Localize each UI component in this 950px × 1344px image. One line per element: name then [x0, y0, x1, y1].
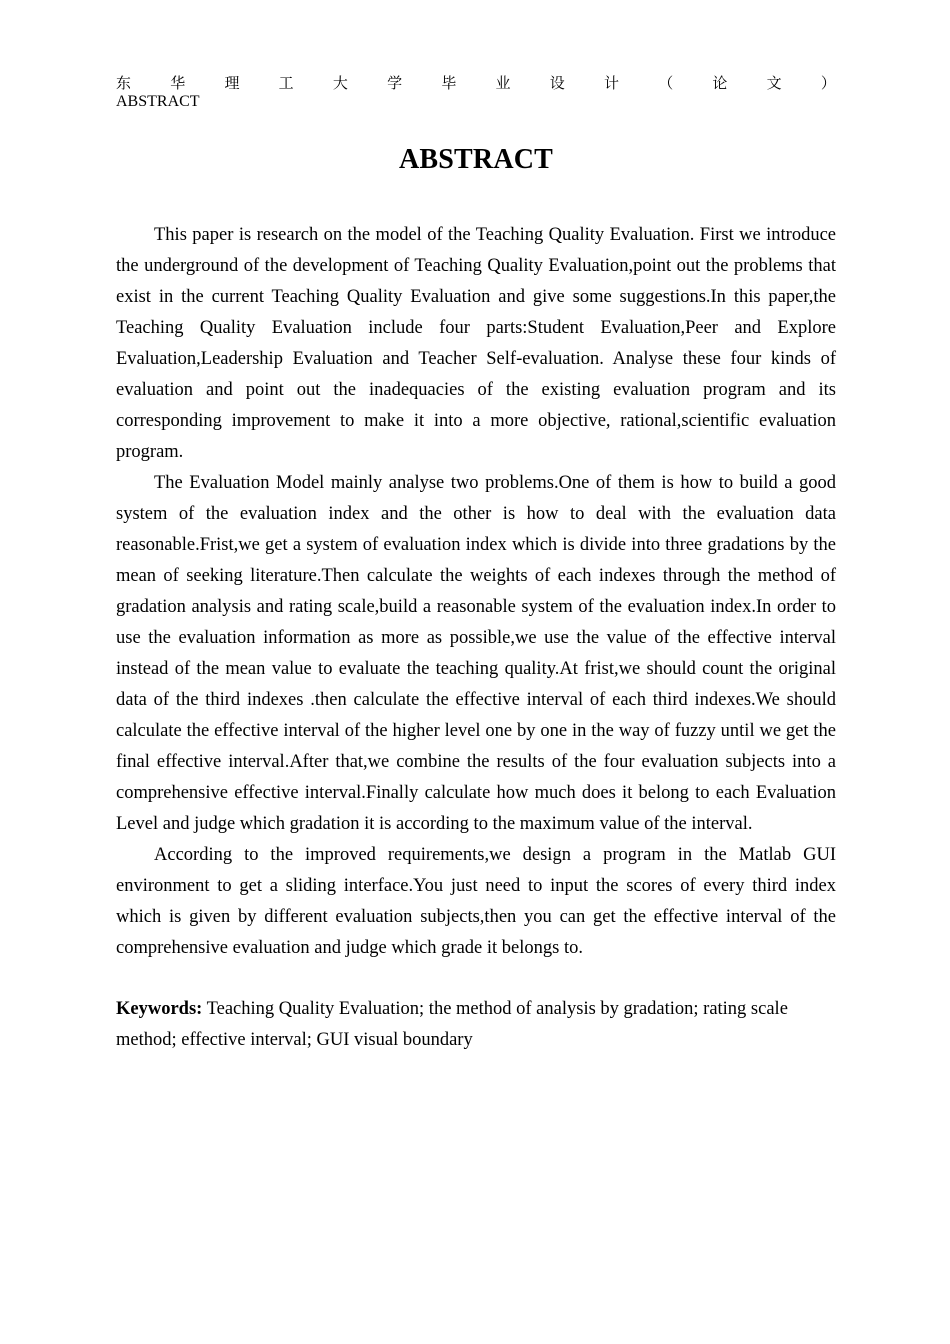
- header-char: 设: [549, 74, 565, 92]
- running-header-section: ABSTRACT: [116, 93, 200, 110]
- header-char: 业: [495, 74, 511, 92]
- abstract-body: [116, 220, 836, 964]
- header-char: 华: [170, 74, 186, 92]
- header-char: 理: [224, 74, 240, 92]
- header-char: ）: [820, 74, 836, 92]
- abstract-paragraph: This paper is research on the model of the Teaching Quality Evaluation. First we introduce the underground of the development of Teaching Quality Evaluation,point out the problems that exist in the current Teaching Quality Evaluation and give some suggestions.In this paper,the Teaching Quality Evaluation include four parts:Student Evaluation,Peer and Explore Evaluation,Leadership Evaluation and Teacher Self-evaluation. Analyse these four kinds of evaluation and point out the inadequacies of the existing evaluation program and its corresponding improvement to make it into a more objective, rational,scientific evaluation program.: [116, 225, 836, 462]
- keywords-line: [116, 994, 836, 1056]
- header-char: 东: [116, 74, 132, 92]
- header-char: 学: [387, 74, 403, 92]
- header-char: 文: [766, 74, 782, 92]
- page-title: ABSTRACT: [398, 144, 554, 175]
- header-char: 工: [278, 74, 294, 92]
- header-char: 论: [712, 74, 728, 92]
- header-char: 大: [332, 74, 348, 92]
- document-page: [116, 72, 836, 1056]
- abstract-paragraph: The Evaluation Model mainly analyse two problems.One of them is how to build a good system of the evaluation index and the other is how to deal with the evaluation data reasonable.Frist,we get a system of evaluation index which is divide into three gradations by the mean of seeking literature.Then calculate the weights of each indexes through the method of gradation analysis and rating scale,build a reasonable system of the evaluation index.In order to use the evaluation information as more as possible,we use the value of the effective interval instead of the mean value to evaluate the teaching quality.At frist,we should count the original data of the third indexes .then calculate the effective interval of each third indexes.We should calculate the effective interval of the higher level one by one in the way of fuzzy until we get the final effective interval.After that,we combine the results of the four evaluation subjects into a comprehensive effective interval.Finally calculate how much does it belong to each Evaluation Level and judge which gradation it is according to the maximum value of the interval.: [116, 473, 836, 834]
- header-char: 毕: [441, 74, 457, 92]
- keywords-text: Teaching Quality Evaluation; the method of analysis by gradation; rating scale method; effective interval; GUI visual boundary: [116, 999, 788, 1050]
- abstract-paragraph: According to the improved requirements,we design a program in the Matlab GUI environment to get a sliding interface.You just need to input the scores of every third index which is given by different evaluation subjects,then you can get the effective interval of the comprehensive evaluation and judge which grade it belongs to.: [116, 845, 836, 958]
- header-char: （: [658, 74, 674, 92]
- running-header-chinese: [116, 72, 836, 94]
- keywords-label: Keywords:: [116, 999, 203, 1019]
- header-char: 计: [603, 74, 619, 92]
